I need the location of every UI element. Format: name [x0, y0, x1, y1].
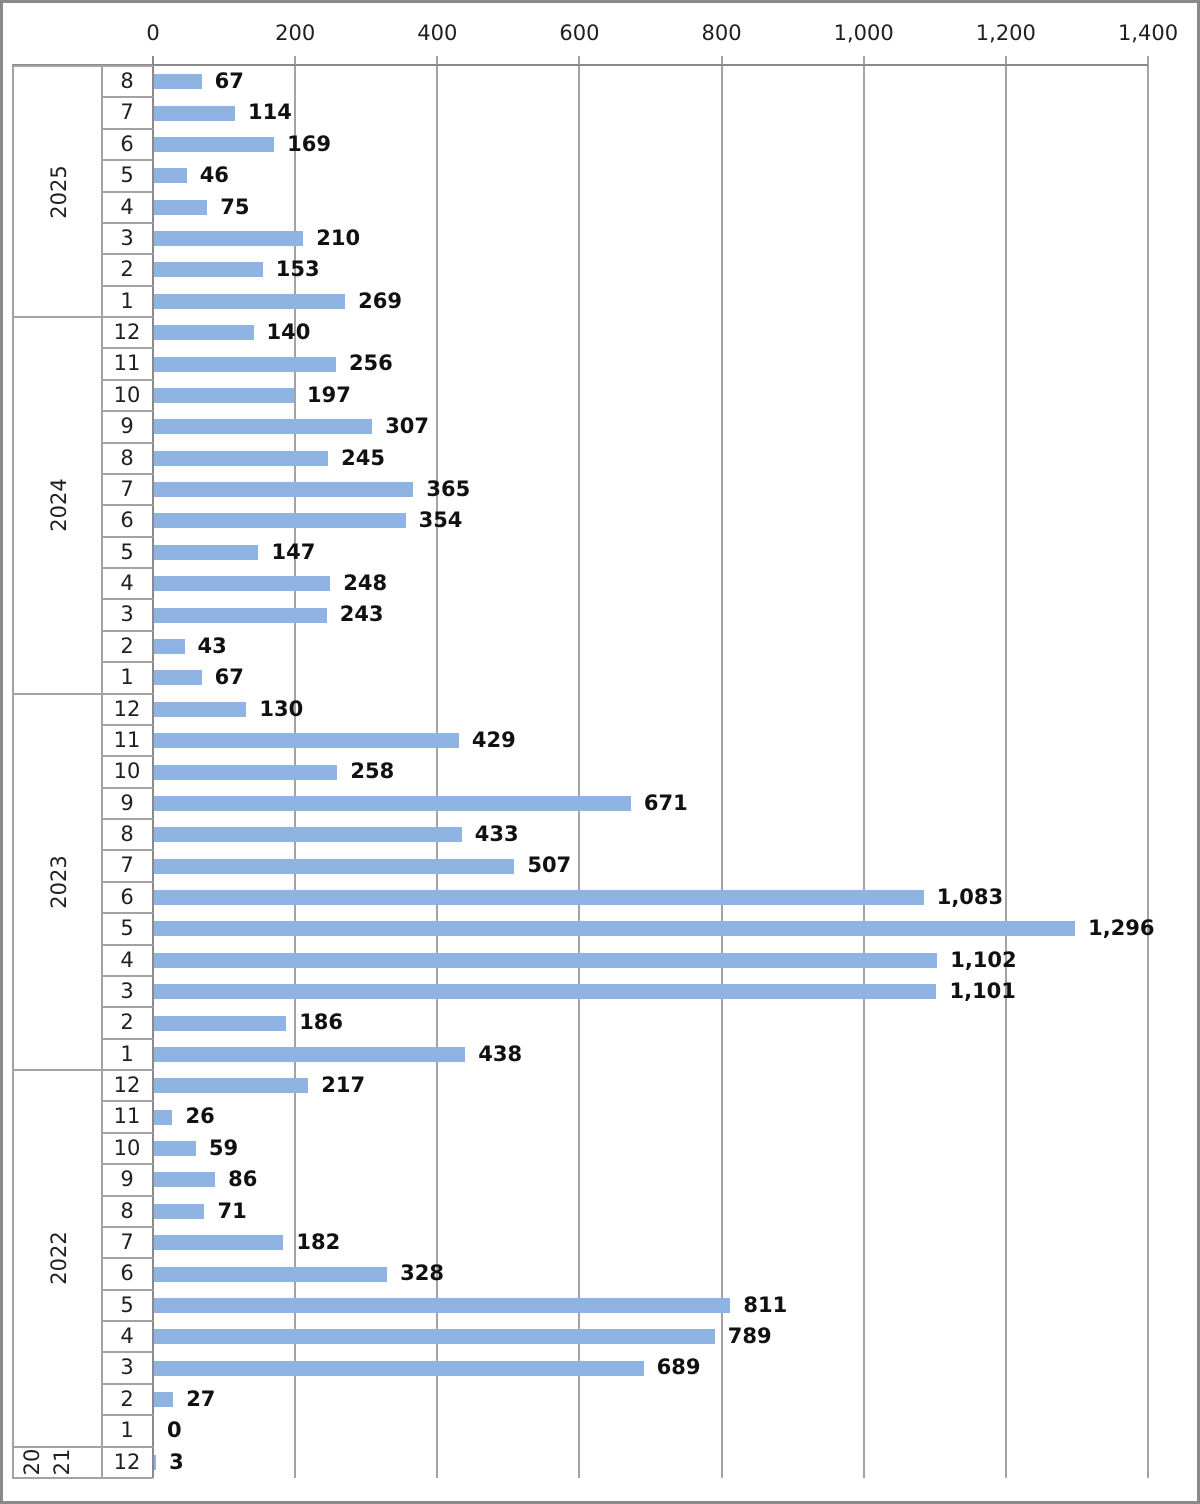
bar [154, 1267, 387, 1282]
bar-value-label: 256 [348, 351, 393, 376]
bar [154, 1078, 308, 1093]
bar [154, 765, 337, 780]
month-label: 5 [120, 163, 134, 188]
gridline [721, 56, 723, 1478]
month-label: 9 [120, 414, 134, 439]
bar [154, 1047, 465, 1062]
bar [154, 702, 246, 717]
bar [154, 1204, 204, 1219]
bar-value-label: 67 [214, 69, 244, 93]
bar-value-label: 245 [341, 445, 385, 470]
gridline [578, 56, 580, 1478]
gridline [1147, 56, 1149, 1478]
value-axis-tick-label: 600 [559, 21, 600, 45]
bar [154, 294, 345, 309]
gridline [1005, 56, 1007, 1478]
bar [154, 482, 413, 497]
bar-value-label: 67 [214, 665, 244, 690]
month-label: 2 [120, 633, 134, 658]
bar-value-label: 307 [385, 414, 430, 439]
bar [154, 106, 235, 121]
value-axis-tick-label: 800 [701, 21, 742, 45]
value-axis-tick-label: 1,400 [1117, 21, 1179, 45]
bar-value-label: 365 [426, 476, 471, 501]
bar [154, 953, 937, 968]
month-label: 12 [113, 1073, 141, 1098]
month-label: 12 [113, 696, 141, 721]
bar [154, 827, 462, 842]
bar-value-label: 153 [275, 257, 320, 282]
bar [154, 1016, 286, 1031]
bar-value-label: 438 [478, 1041, 523, 1066]
month-label: 4 [120, 194, 134, 219]
bar [154, 890, 924, 905]
bar [154, 796, 631, 811]
month-label: 4 [120, 571, 134, 596]
month-label: 1 [120, 665, 134, 690]
bar [154, 859, 514, 874]
bar-value-label: 27 [186, 1386, 216, 1411]
bar [154, 545, 258, 560]
bar [154, 262, 263, 277]
bar-value-label: 243 [339, 602, 384, 627]
bar [154, 1141, 196, 1156]
bar-value-label: 811 [743, 1292, 788, 1317]
bar [154, 137, 274, 152]
bar [154, 451, 328, 466]
month-label: 8 [120, 822, 134, 847]
value-axis-tick-label: 400 [417, 21, 458, 45]
month-label: 3 [120, 1355, 134, 1380]
bar [154, 357, 336, 372]
bar [154, 1361, 644, 1376]
bar-value-label: 71 [217, 1198, 247, 1223]
bar [154, 388, 294, 403]
bar-value-label: 43 [197, 633, 227, 658]
month-label: 7 [120, 100, 134, 125]
bar-value-label: 248 [343, 571, 388, 596]
bar-value-label: 210 [316, 225, 361, 250]
bar-value-label: 258 [350, 759, 395, 784]
bar-value-label: 169 [287, 131, 331, 156]
month-label: 1 [120, 1418, 134, 1443]
bar [154, 231, 303, 246]
bar [154, 1110, 172, 1125]
month-label: 9 [120, 790, 134, 815]
month-label: 12 [113, 1449, 141, 1474]
bar-value-label: 689 [656, 1355, 701, 1380]
bar-value-label: 147 [271, 539, 316, 564]
year-label: 2023 [47, 855, 71, 909]
bar [154, 576, 330, 591]
bar-value-label: 86 [228, 1167, 258, 1192]
month-label: 3 [120, 978, 134, 1003]
month-label: 11 [113, 1104, 141, 1129]
bar-value-label: 182 [296, 1229, 341, 1254]
month-label: 5 [120, 916, 134, 941]
month-label: 7 [120, 1229, 134, 1254]
bar-value-label: 3 [169, 1449, 184, 1474]
bar [154, 639, 185, 654]
month-label: 1 [120, 1041, 134, 1066]
month-label: 2 [120, 1386, 134, 1411]
bar [154, 1455, 156, 1470]
year-label: 2022 [47, 1231, 71, 1286]
month-label: 7 [120, 853, 134, 878]
year-label: 20 [20, 1448, 44, 1476]
bar [154, 984, 936, 999]
bar [154, 513, 406, 528]
month-label: 11 [113, 351, 141, 376]
month-label: 12 [113, 320, 141, 345]
value-axis-tick-label: 200 [275, 21, 316, 45]
bar-value-label: 507 [527, 853, 572, 878]
bar [154, 1235, 283, 1250]
month-label: 8 [120, 1198, 134, 1223]
bar-value-label: 46 [199, 163, 229, 188]
month-label: 3 [120, 602, 134, 627]
bar [154, 1329, 715, 1344]
bar [154, 733, 459, 748]
month-label: 6 [120, 131, 134, 156]
month-label: 6 [120, 1261, 134, 1286]
bar-value-label: 1,296 [1088, 916, 1155, 941]
month-label: 4 [120, 947, 134, 972]
gridline [863, 56, 865, 1478]
year-label: 2025 [47, 164, 71, 219]
year-label: 2024 [47, 478, 71, 533]
bar [154, 200, 207, 215]
value-axis-line [12, 64, 1148, 66]
bar [154, 670, 202, 685]
month-label: 10 [113, 759, 141, 784]
month-label: 8 [120, 445, 134, 470]
category-area-left-border [12, 66, 14, 1478]
bar [154, 1298, 730, 1313]
bar-value-label: 789 [727, 1324, 772, 1349]
value-axis-tick-label: 1,200 [975, 21, 1036, 45]
month-label: 9 [120, 1167, 134, 1192]
bar-value-label: 186 [299, 1010, 344, 1035]
bar-value-label: 130 [259, 696, 304, 721]
bar-value-label: 0 [167, 1418, 182, 1443]
bar-value-label: 433 [474, 822, 519, 847]
month-label: 10 [113, 382, 141, 407]
bar-value-label: 140 [266, 320, 311, 345]
month-label: 5 [120, 539, 134, 564]
value-axis-tick-label: 1,000 [833, 21, 894, 45]
month-label: 6 [120, 884, 134, 909]
bar-value-label: 328 [400, 1261, 444, 1286]
bar [154, 419, 372, 434]
bar-value-label: 1,101 [949, 978, 1016, 1003]
bar-value-label: 59 [208, 1135, 239, 1160]
bar-value-label: 354 [418, 508, 463, 533]
bar [154, 74, 202, 89]
year-label: 21 [50, 1448, 74, 1476]
bar-value-label: 217 [321, 1073, 366, 1098]
bar-value-label: 1,102 [950, 947, 1017, 972]
bar [154, 921, 1075, 936]
month-label: 3 [120, 225, 134, 250]
month-label: 8 [120, 69, 134, 93]
bar-value-label: 197 [307, 382, 351, 407]
bar [154, 1392, 173, 1407]
bar [154, 608, 327, 623]
bar-value-label: 114 [248, 100, 292, 125]
month-label: 11 [113, 727, 141, 752]
bar-value-label: 26 [185, 1104, 215, 1129]
bar-value-label: 75 [220, 194, 250, 219]
bar-value-label: 269 [358, 288, 403, 313]
bar [154, 1172, 215, 1187]
month-label: 6 [120, 508, 134, 533]
month-label: 7 [120, 476, 134, 501]
bar-value-label: 671 [643, 790, 688, 815]
month-label: 2 [120, 257, 134, 282]
month-label: 1 [120, 288, 134, 313]
bar [154, 168, 187, 183]
month-label: 10 [113, 1135, 141, 1160]
bar [154, 325, 254, 340]
month-label: 5 [120, 1292, 134, 1317]
bar-value-label: 429 [471, 727, 516, 752]
month-label: 4 [120, 1324, 134, 1349]
month-label: 2 [120, 1010, 134, 1035]
bar-value-label: 1,083 [936, 884, 1004, 909]
value-axis-tick-label: 0 [146, 21, 160, 45]
